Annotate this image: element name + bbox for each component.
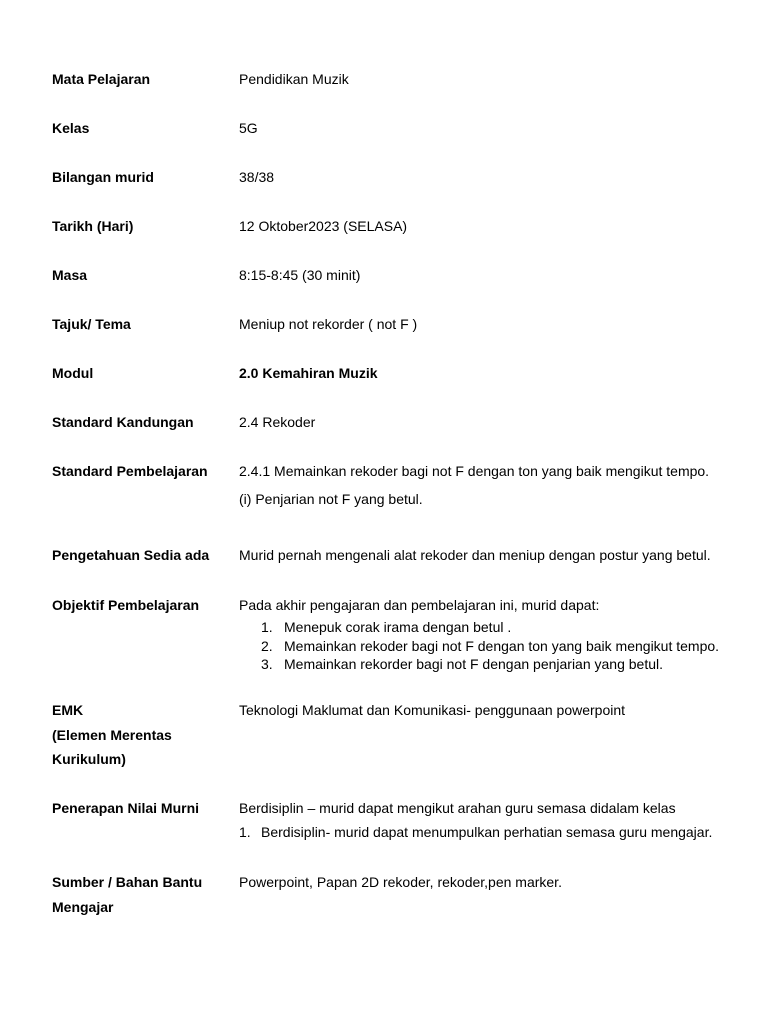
label-line: Mengajar — [52, 898, 114, 915]
list-number: 2. — [261, 637, 273, 654]
field-label: Modul — [52, 365, 94, 381]
field-label: Tajuk/ Tema — [52, 316, 131, 332]
field-value: 12 Oktober2023 (SELASA) — [239, 218, 408, 234]
field-value: Pendidikan Muzik — [239, 71, 349, 87]
field-value — [239, 461, 739, 509]
list-text: Menepuk corak irama dengan betul . — [284, 619, 512, 635]
field-label — [52, 698, 232, 772]
field-label: Objektif Pembelajaran — [52, 597, 200, 613]
list-number: 3. — [261, 656, 273, 672]
field-value: 2.0 Kemahiran Muzik — [239, 365, 378, 381]
field-label: Kelas — [52, 120, 90, 136]
value-line: (i) Penjarian not F yang betul. — [239, 491, 423, 507]
field-label — [52, 870, 232, 919]
objective-list — [239, 618, 739, 674]
list-text: Berdisiplin- murid dapat menumpulkan perhatian semasa guru mengajar. — [261, 824, 713, 840]
value-line: Berdisiplin – murid dapat mengikut arahan guru semasa didalam kelas — [239, 800, 676, 816]
label-line: Kurikulum) — [52, 751, 126, 767]
field-label: Bilangan murid — [52, 169, 154, 185]
list-item — [239, 823, 739, 842]
field-value: Teknologi Maklumat dan Komunikasi- penggunaan powerpoint — [239, 702, 626, 718]
field-value: 2.4 Rekoder — [239, 414, 316, 430]
field-label: Standard Pembelajaran — [52, 463, 208, 479]
value-line: 2.4.1 Memainkan rekoder bagi not F dengan ton yang baik mengikut tempo. — [239, 463, 710, 479]
field-value: 8:15-8:45 (30 minit) — [239, 267, 361, 283]
list-item — [239, 618, 739, 637]
label-line: EMK — [52, 702, 84, 718]
nilai-list — [239, 823, 739, 842]
field-label: Standard Kandungan — [52, 414, 194, 430]
field-value: 38/38 — [239, 169, 275, 185]
field-value: Murid pernah mengenali alat rekoder dan meniup dengan postur yang betul. — [239, 547, 711, 563]
value-line: Pada akhir pengajaran dan pembelajaran ini, murid dapat: — [239, 597, 600, 613]
field-value: Powerpoint, Papan 2D rekoder, rekoder,pen marker. — [239, 874, 562, 890]
field-label: Masa — [52, 267, 88, 283]
field-value — [239, 798, 739, 842]
label-line: (Elemen Merentas — [52, 726, 172, 743]
field-value: 5G — [239, 120, 258, 136]
field-label: Pengetahuan Sedia ada — [52, 547, 210, 563]
field-value — [239, 595, 739, 674]
list-number: 1. — [261, 619, 273, 635]
label-line: Sumber / Bahan Bantu — [52, 874, 203, 890]
list-item — [239, 655, 739, 674]
field-label: Mata Pelajaran — [52, 71, 151, 87]
field-value: Meniup not rekorder ( not F ) — [239, 316, 418, 332]
list-item — [239, 637, 739, 656]
field-label: Tarikh (Hari) — [52, 218, 134, 234]
list-text: Memainkan rekoder bagi not F dengan ton yang baik mengikut tempo. — [284, 637, 720, 654]
list-number: 1. — [239, 824, 251, 840]
field-label: Penerapan Nilai Murni — [52, 800, 200, 816]
list-text: Memainkan rekorder bagi not F dengan penjarian yang betul. — [284, 656, 664, 672]
